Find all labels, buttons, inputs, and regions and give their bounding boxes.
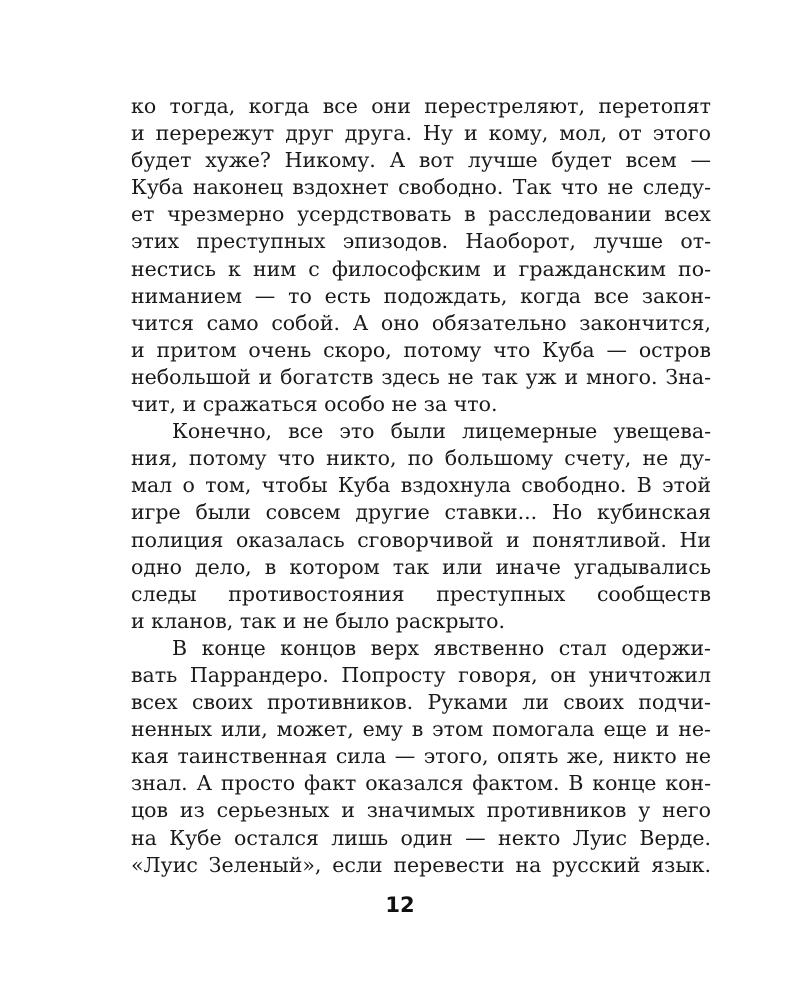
text-line: вать Паррандеро. Попросту говоря, он уничтожил xyxy=(131,662,711,687)
text-line: ненных или, может, ему в этом помогала еще и не- xyxy=(131,717,711,742)
text-line: будет хуже? Никому. А вот лучше будет всем — xyxy=(131,148,711,173)
paragraph-2 xyxy=(131,418,711,635)
text-line: полиция оказалась сговорчивой и понятливой. Ни xyxy=(131,527,711,552)
text-line: цов из серьезных и значимых противников у него xyxy=(131,798,711,823)
text-line: чит, и сражаться особо не за что. xyxy=(131,392,498,417)
text-line: ниманием — то есть подождать, когда все закон- xyxy=(131,283,711,308)
text-line: всех своих противников. Руками ли своих подчи- xyxy=(131,690,711,715)
text-line: этих преступных эпизодов. Наоборот, лучше от- xyxy=(131,229,711,254)
text-line: ния, потому что никто, по большому счету, не ду- xyxy=(131,446,711,471)
text-line: кая таинственная сила — этого, опять же, никто не xyxy=(131,744,711,769)
text-line: ко тогда, когда все они перестреляют, перетопят xyxy=(131,94,711,118)
text-line: небольшой и богатств здесь не так уж и много. Зна- xyxy=(131,364,711,389)
page-number: 12 xyxy=(385,893,415,917)
paragraph-1 xyxy=(131,93,711,418)
text-line: и кланов, так и не было раскрыто. xyxy=(131,608,506,633)
text-line: нестись к ним с философским и гражданским по- xyxy=(131,256,711,281)
text-line: «Луис Зеленый», если перевести на русский язык. xyxy=(131,852,711,877)
body-text xyxy=(131,93,711,879)
text-line: мал о том, чтобы Куба вздохнула свободно. В этой xyxy=(131,473,711,498)
text-line: и притом очень скоро, потому что Куба — остров xyxy=(131,337,711,362)
text-line: Куба наконец вздохнет свободно. Так что не следу- xyxy=(131,175,711,200)
text-line: на Кубе остался лишь один — некто Луис Верде. xyxy=(131,825,711,850)
text-line: следы противостояния преступных сообществ xyxy=(131,581,711,606)
text-line: знал. А просто факт оказался фактом. В конце кон- xyxy=(131,771,711,796)
text-line: Конечно, все это были лицемерные увещева- xyxy=(172,419,711,444)
text-line: игре были совсем другие ставки... Но кубинская xyxy=(131,500,711,525)
paragraph-3 xyxy=(131,635,711,879)
text-line: В конце концов верх явственно стал одержи- xyxy=(172,635,711,660)
text-line: одно дело, в котором так или иначе угадывались xyxy=(131,554,711,579)
text-line: и перережут друг друга. Ну и кому, мол, от этого xyxy=(131,121,711,146)
text-line: ет чрезмерно усердствовать в расследовании всех xyxy=(131,202,711,227)
text-line: чится само собой. А оно обязательно закончится, xyxy=(131,310,711,335)
